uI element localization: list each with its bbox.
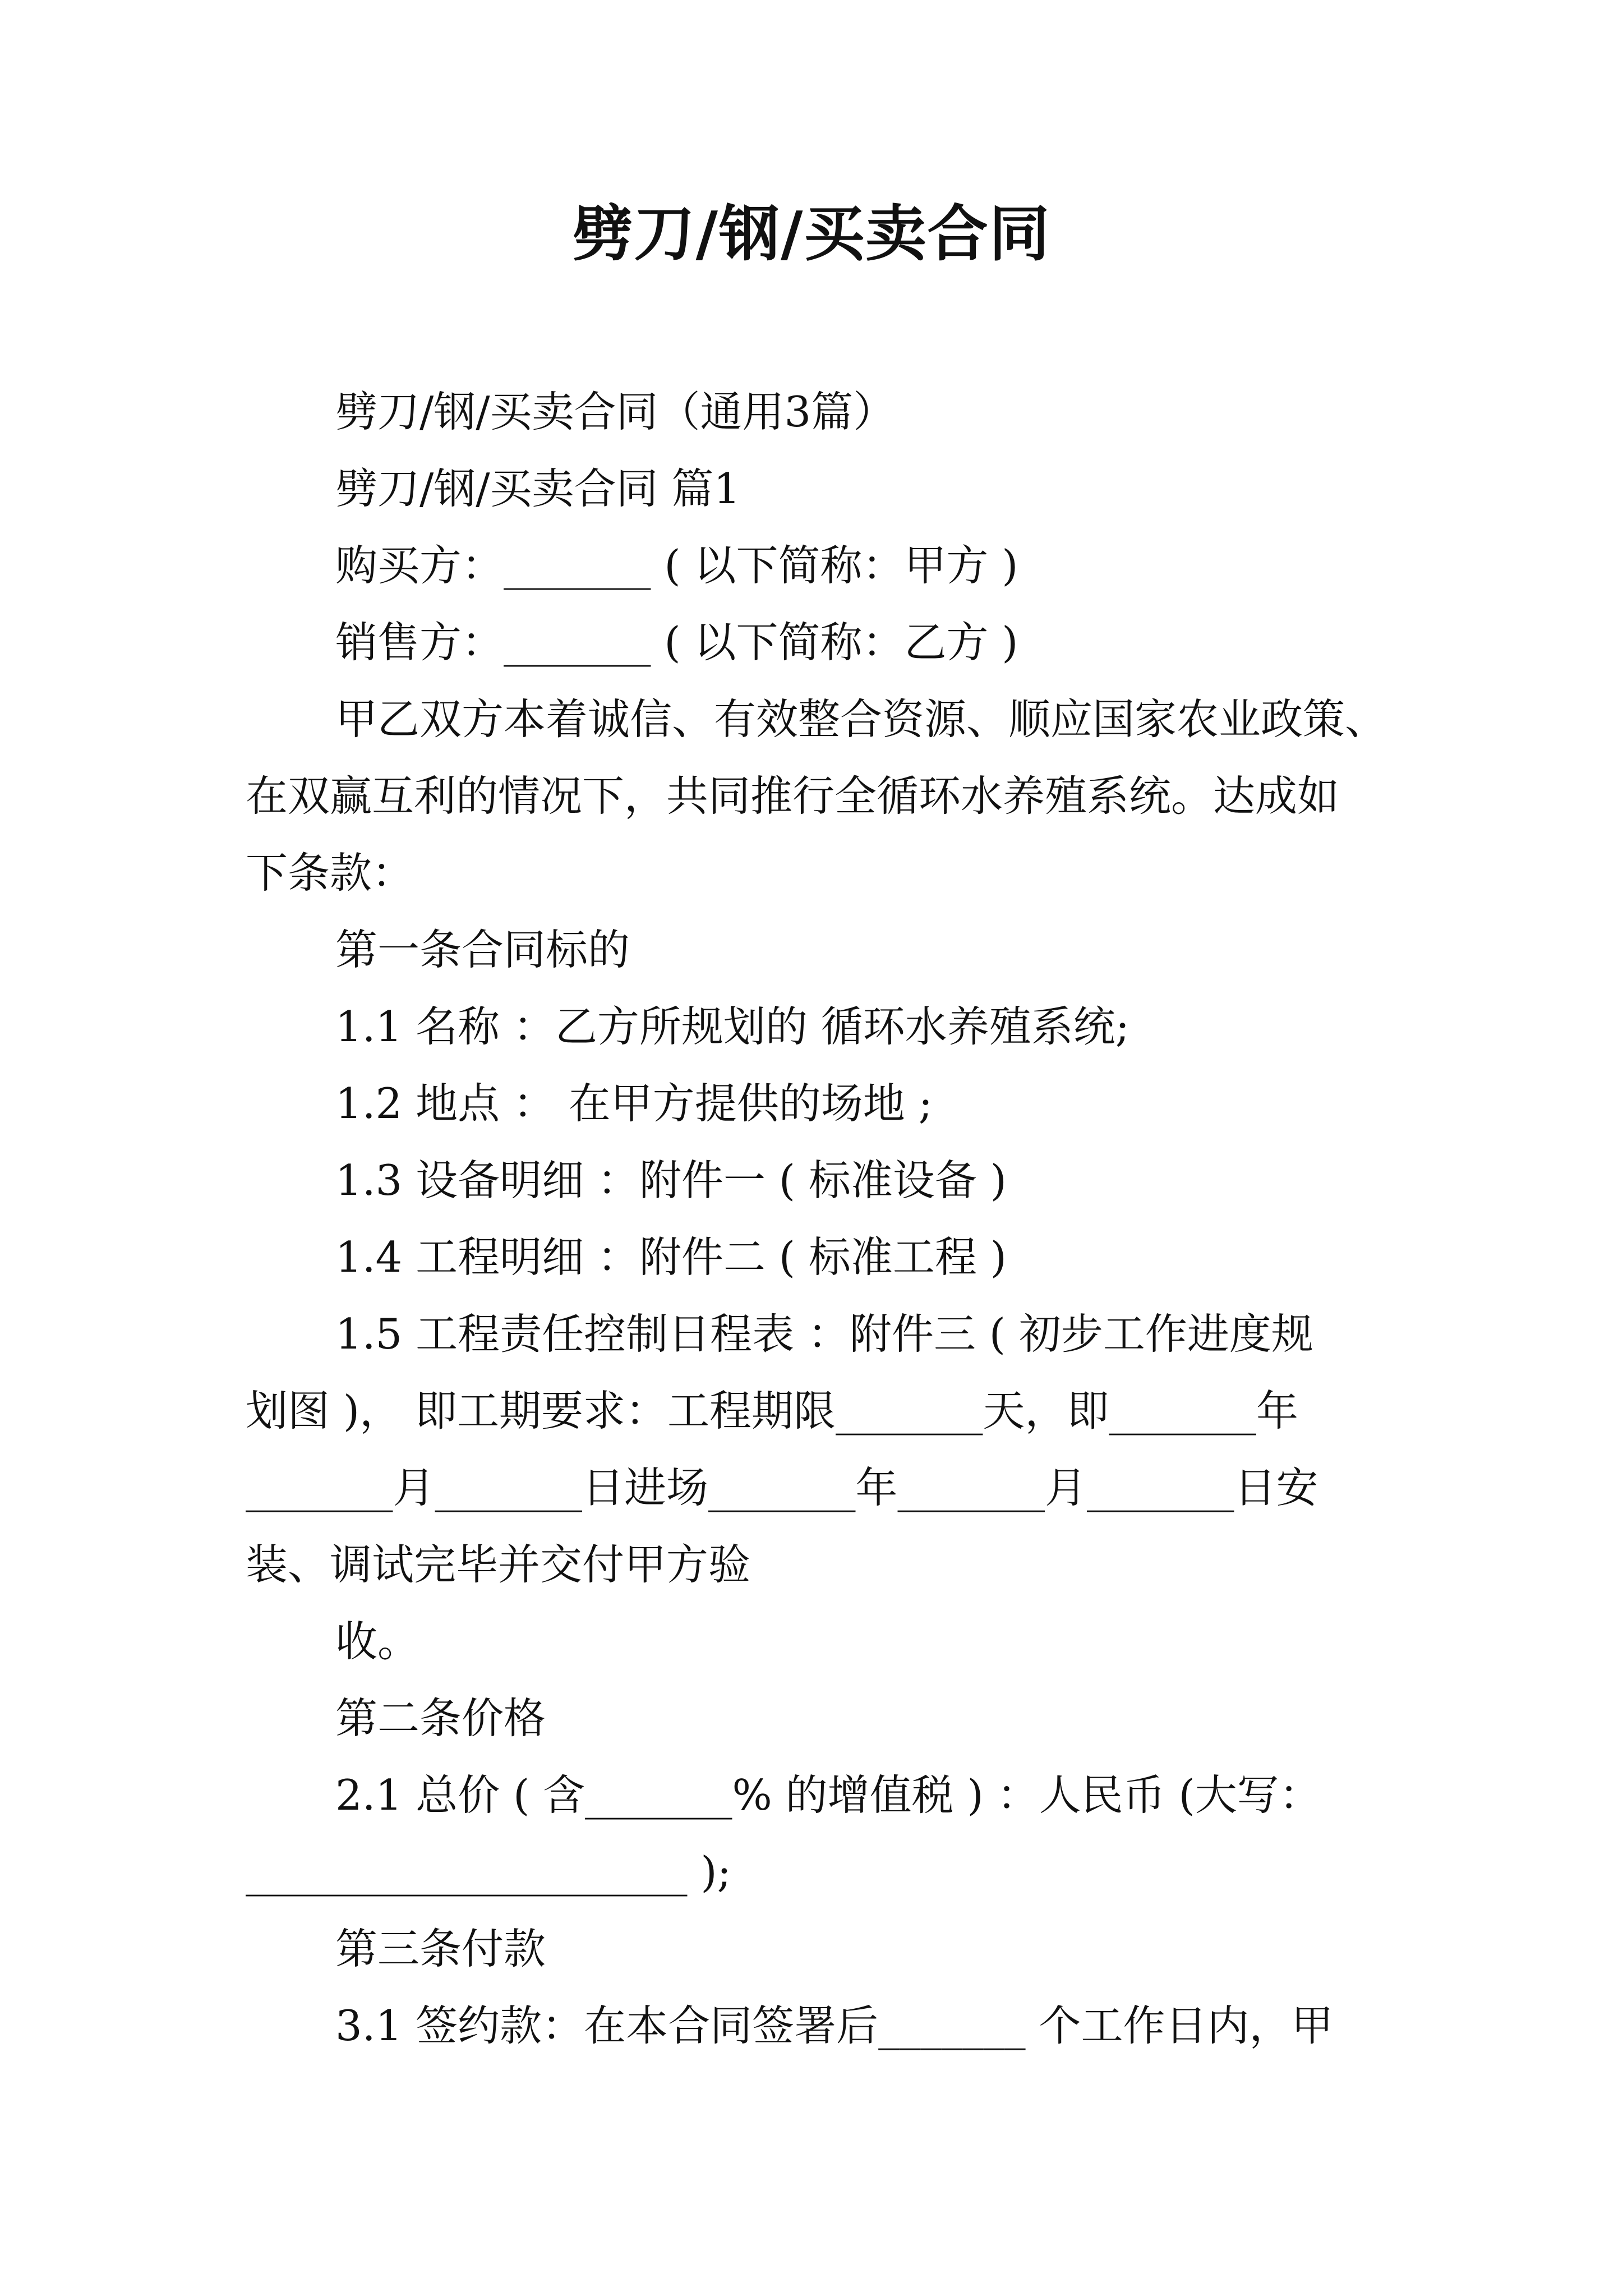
paragraph-line: 收。 <box>335 1617 420 1666</box>
paragraph-line: 划图 )， 即工期要求：工程期限_______天，即_______年 <box>246 1386 1298 1435</box>
section-heading: 第三条付款 <box>335 1924 546 1973</box>
paragraph-line: 在双赢互利的情况下，共同推行全循环水养殖系统。达成如 <box>246 771 1340 821</box>
paragraph-line: 劈刀/钢/买卖合同（通用3篇） <box>335 387 896 436</box>
paragraph-line: 甲乙双方本着诚信、有效整合资源、顺应国家农业政策、 <box>335 694 1387 744</box>
document-body <box>246 374 1390 2064</box>
paragraph-line: 1.1 名称 ：乙方所规划的 循环水养殖系统; <box>335 1002 1130 1051</box>
paragraph-line: 1.3 设备明细 ：附件一 ( 标准设备 ) <box>335 1156 1007 1205</box>
section-heading: 第一条合同标的 <box>335 925 630 974</box>
paragraph-line: _____________________ ); <box>246 1847 731 1897</box>
paragraph-line: 购买方：_______ ( 以下简称：甲方 ) <box>335 541 1018 590</box>
paragraph-line: 3.1 签约款：在本合同签署后_______ 个工作日内，甲 <box>335 2001 1334 2050</box>
paragraph-line: 装、调试完毕并交付甲方验 <box>246 1540 751 1589</box>
section-heading: 第二条价格 <box>335 1694 546 1743</box>
paragraph-line: _______月_______日进场_______年_______月_______日安 <box>246 1463 1318 1512</box>
paragraph-line: 1.5 工程责任控制日程表 ：附件三 ( 初步工作进度规 <box>335 1309 1313 1359</box>
paragraph-line: 销售方：_______ ( 以下简称：乙方 ) <box>335 618 1018 667</box>
paragraph-line: 1.4 工程明细 ：附件二 ( 标准工程 ) <box>335 1232 1007 1282</box>
document-title: 劈刀/钢/买卖合同 <box>572 199 1051 269</box>
paragraph-line: 1.2 地点 ： 在甲方提供的场地 ; <box>335 1079 933 1128</box>
paragraph-line: 下条款： <box>246 848 414 898</box>
paragraph-line: 劈刀/钢/买卖合同 篇1 <box>335 464 741 513</box>
paragraph-line: 2.1 总价 ( 含_______% 的增值税 ) ：人民币 (大写： <box>335 1770 1321 1820</box>
